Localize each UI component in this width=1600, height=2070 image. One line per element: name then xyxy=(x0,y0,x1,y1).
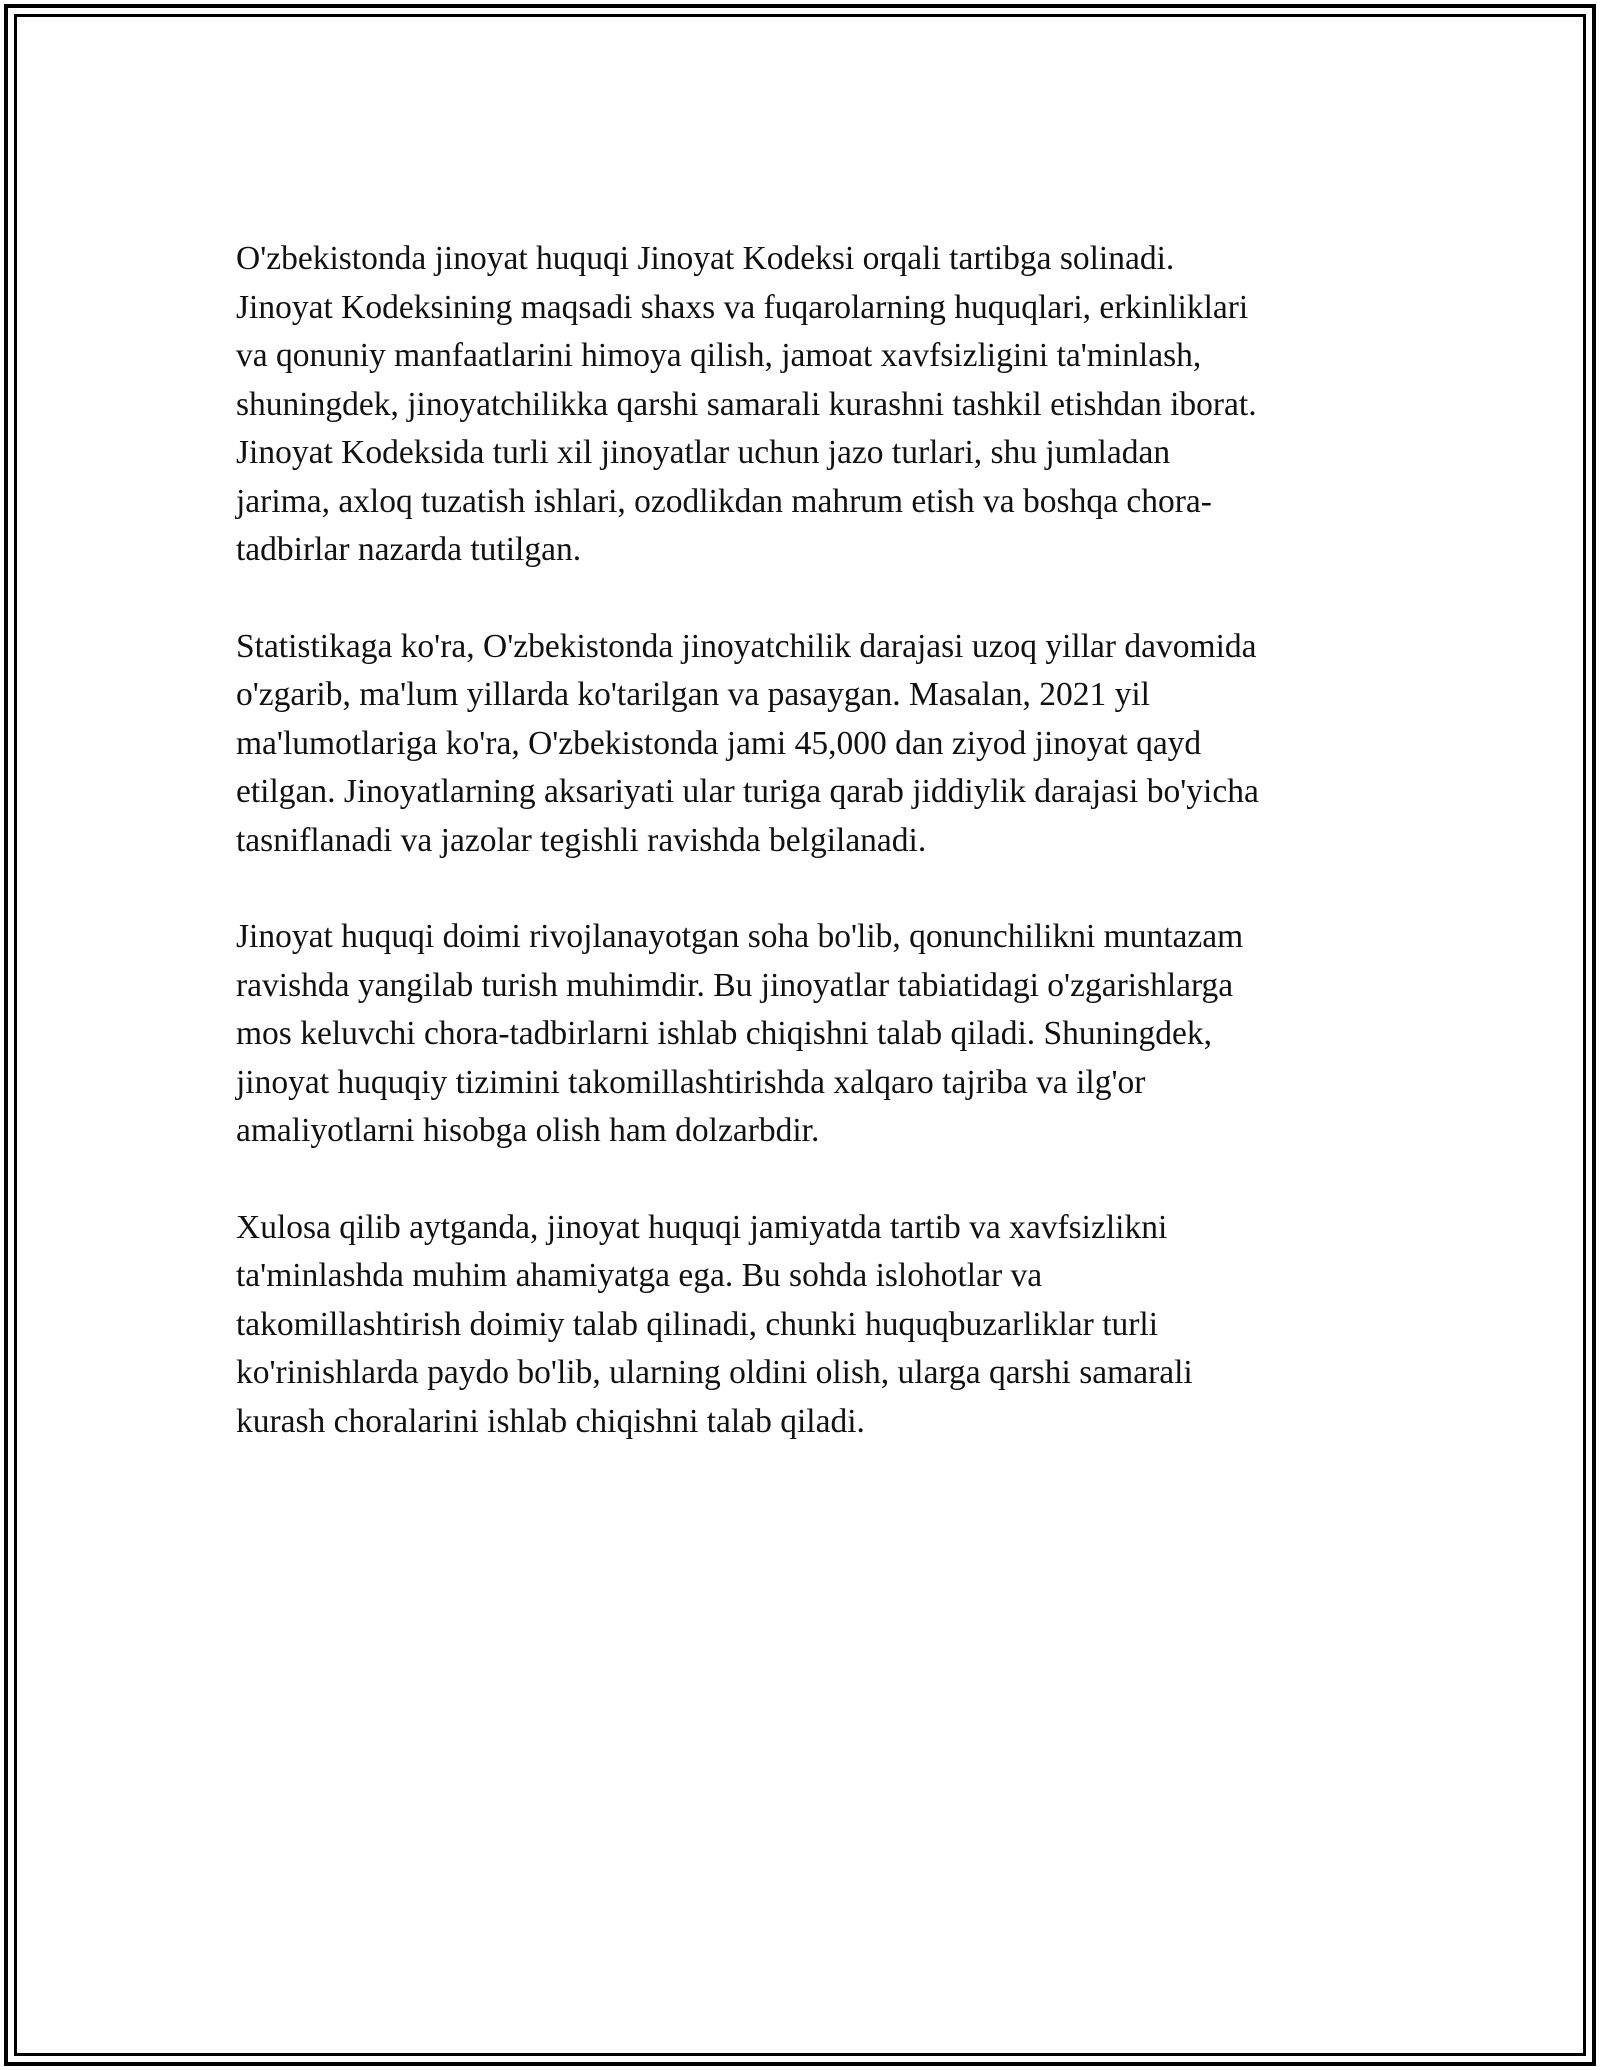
document-body xyxy=(236,235,1376,1494)
paragraph-criminal-code-overview: O'zbekistonda jinoyat huquqi Jinoyat Kodeksi orqali tartibga solinadi. Jinoyat Kodeksining maqsadi shaxs va fuqarolarning huquqlari, erkinliklari va qonuniy manfaatlarini himoya qilish, jamoat xavfsizligini ta'minlash, shuningdek, jinoyatchilikka qarshi samarali kurashni tashkil etishdan iborat. Jinoyat Kodeksida turli xil jinoyatlar uchun jazo turlari, shu jumladan jarima, axloq tuzatish ishlari, ozodlikdan mahrum etish va boshqa chora- tadbirlar nazarda tutilgan. xyxy=(236,240,1257,568)
paragraph-conclusion: Xulosa qilib aytganda, jinoyat huquqi jamiyatda tartib va xavfsizlikni ta'minlashda muhim ahamiyatga ega. Bu sohda islohotlar va takomillashtirish doimiy talab qilinadi, chunki huquqbuzarliklar turli ko'rinishlarda paydo bo'lib, ularning oldini olish, ularga qarshi samarali kurash choralarini ishlab chiqishni talab qiladi. xyxy=(236,1208,1193,1440)
paragraph-crime-statistics: Statistikaga ko'ra, O'zbekistonda jinoyatchilik darajasi uzoq yillar davomida o'zgarib, ma'lum yillarda ko'tarilgan va pasaygan. Masalan, 2021 yil ma'lumotlariga ko'ra, O'zbekistonda jami 45,000 dan ziyod jinoyat qayd etilgan. Jinoyatlarning aksariyati ular turiga qarab jiddiylik darajasi bo'yicha tasniflanadi va jazolar tegishli ravishda belgilanadi. xyxy=(236,627,1259,859)
paragraph-legal-development: Jinoyat huquqi doimi rivojlanayotgan soha bo'lib, qonunchilikni muntazam ravishda yangilab turish muhimdir. Bu jinoyatlar tabiatidagi o'zgarishlarga mos keluvchi chora-tadbirlarni ishlab chiqishni talab qiladi. Shuningdek, jinoyat huquqiy tizimini takomillashtirishda xalqaro tajriba va ilg'or amaliyotlarni hisobga olish ham dolzarbdir. xyxy=(236,918,1244,1149)
